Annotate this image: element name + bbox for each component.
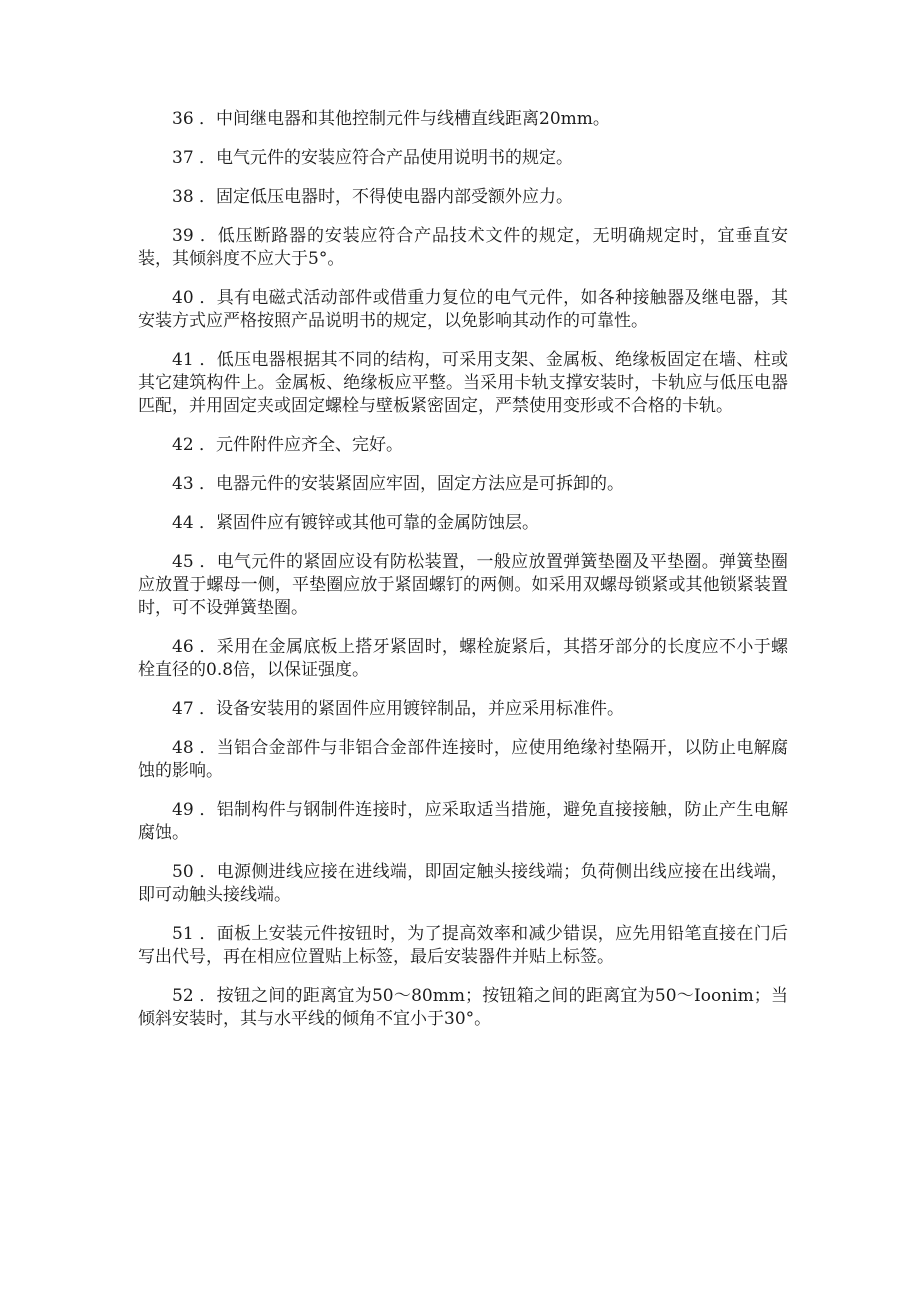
item-separator: ． [193,862,217,882]
list-item [138,861,788,907]
item-separator: ． [193,109,217,129]
item-text: 铝制构件与钢制件连接时，应采取适当措施，避免直接接触，防止产生电解腐蚀。 [138,800,789,843]
item-separator: ． [193,552,217,572]
item-number: 39 [172,226,194,246]
list-item [138,636,788,682]
list-item [138,923,788,969]
item-text: 低压电器根据其不同的结构，可采用支架、金属板、绝缘板固定在墙、柱或其它建筑构件上。金属板、绝缘板应平整。当采用卡轨支撑安装时，卡轨应与低压电器匹配，并用固定夹或固定螺栓与壁板紧密固定，严禁使用变形或不合格的卡轨。 [138,350,789,416]
item-text: 中间继电器和其他控制元件与线槽直线距离20mm。 [216,109,610,129]
list-item [138,473,788,496]
item-separator: ． [193,435,217,455]
item-text: 电气元件的紧固应设有防松装置，一般应放置弹簧垫圈及平垫圈。弹簧垫圈应放置于螺母一侧，平垫圈应放于紧固螺钉的两侧。如采用双螺母锁紧或其他锁紧装置时，可不设弹簧垫圈。 [138,552,789,618]
item-number: 42 [172,435,194,455]
item-number: 37 [172,148,194,168]
document-body [138,108,788,1047]
item-number: 41 [172,350,194,370]
item-separator: ． [193,924,217,944]
list-item [138,698,788,721]
item-number: 36 [172,109,194,129]
list-item [138,985,788,1031]
list-item [138,287,788,333]
item-separator: ． [193,148,217,168]
list-item [138,434,788,457]
item-number: 44 [172,513,194,533]
item-text: 当铝合金部件与非铝合金部件连接时，应使用绝缘衬垫隔开，以防止电解腐蚀的影响。 [138,738,789,781]
item-number: 50 [172,862,194,882]
item-number: 48 [172,738,194,758]
item-text: 固定低压电器时，不得使电器内部受额外应力。 [216,187,574,207]
item-number: 49 [172,800,194,820]
item-text: 采用在金属底板上搭牙紧固时，螺栓旋紧后，其搭牙部分的长度应不小于螺栓直径的0.8倍，以保证强度。 [138,637,789,680]
list-item [138,551,788,620]
item-separator: ． [193,637,217,657]
item-number: 51 [172,924,194,944]
item-text: 具有电磁式活动部件或借重力复位的电气元件，如各种接触器及继电器，其安装方式应严格按照产品说明书的规定，以免影响其动作的可靠性。 [138,288,789,331]
item-text: 低压断路器的安装应符合产品技术文件的规定，无明确规定时，宜垂直安装，其倾斜度不应大于5°。 [138,226,789,269]
item-number: 43 [172,474,194,494]
item-separator: ． [193,288,217,308]
item-number: 40 [172,288,194,308]
item-separator: ． [193,350,217,370]
list-item [138,108,788,131]
item-separator: ． [193,986,217,1006]
item-number: 38 [172,187,194,207]
item-number: 45 [172,552,194,572]
item-text: 设备安装用的紧固件应用镀锌制品，并应采用标准件。 [216,699,625,719]
list-item [138,147,788,170]
item-text: 元件附件应齐全、完好。 [216,435,404,455]
item-text: 按钮之间的距离宜为50～80mm；按钮箱之间的距离宜为50～Ioonim；当倾斜安装时，其与水平线的倾角不宜小于30°。 [138,986,789,1029]
item-number: 46 [172,637,194,657]
item-separator: ． [193,226,218,246]
item-number: 52 [172,986,194,1006]
list-item [138,186,788,209]
item-number: 47 [172,699,194,719]
list-item [138,737,788,783]
item-text: 电源侧进线应接在进线端，即固定触头接线端；负荷侧出线应接在出线端，即可动触头接线端。 [138,862,789,905]
item-separator: ． [193,738,217,758]
list-item [138,799,788,845]
list-item [138,512,788,535]
item-separator: ． [193,187,217,207]
list-item [138,349,788,418]
item-text: 电气元件的安装应符合产品使用说明书的规定。 [216,148,574,168]
item-text: 紧固件应有镀锌或其他可靠的金属防蚀层。 [216,513,540,533]
item-separator: ． [193,800,217,820]
item-text: 电器元件的安装紧固应牢固，固定方法应是可拆卸的。 [216,474,625,494]
list-item [138,225,788,271]
item-separator: ． [193,699,217,719]
item-separator: ． [193,513,217,533]
item-separator: ． [193,474,217,494]
item-text: 面板上安装元件按钮时，为了提高效率和减少错误，应先用铅笔直接在门后写出代号，再在相应位置贴上标签，最后安装器件并贴上标签。 [138,924,789,967]
